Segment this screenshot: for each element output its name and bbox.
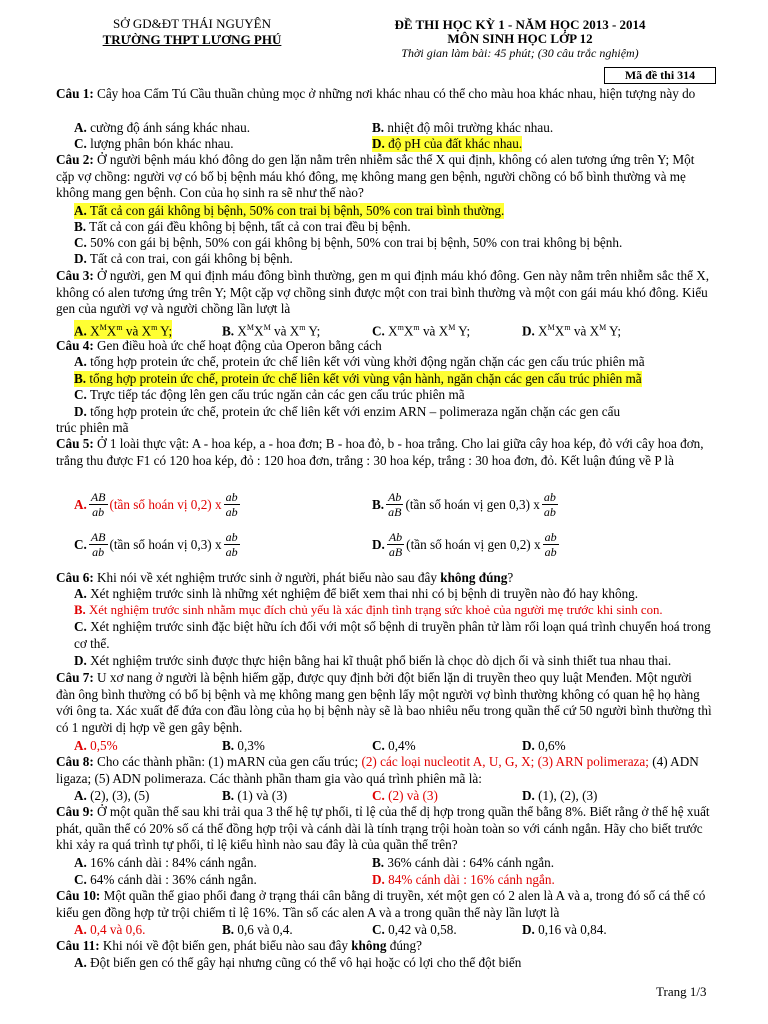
q9-option-d[interactable]: D. 84% cánh dài : 16% cánh ngắn. [372,872,555,887]
q3-option-b[interactable]: B. $X^MX^M$ và $X^m$ Y; [222,323,321,339]
q5-option-a[interactable]: A. $\frac{AB}{ab}$ (tần số hoán vị 0,2) x $\frac{ab}{ab}$ [74,490,238,519]
q6-option-a[interactable]: A. Xét nghiệm trước sinh là những xét nghiệm để biết xem thai nhi có bị bệnh di truyền nào đó hay không. [74,586,639,601]
header-left [92,16,292,48]
q10-option-a[interactable]: A. 0,4 và 0,6. [74,922,146,937]
q4-option-a[interactable]: A. tổng hợp protein ức chế, protein ức chế liên kết với vùng khởi động ngăn chặn các gen cấu trúc phiên mã [74,354,645,369]
q1-option-b[interactable]: B. nhiệt độ môi trường khác nhau. [372,120,554,135]
q1-option-a[interactable]: A. cường độ ánh sáng khác nhau. [74,120,250,135]
q3-option-a[interactable]: A. $X^MX^m$ và $X^m$ Y; [74,320,172,339]
q2-option-d[interactable]: D. Tất cả con trai, con gái không bị bệnh. [74,251,293,266]
exam-code-box: Mã đề thi 314 [604,67,716,84]
school-name: TRƯỜNG THPT LƯƠNG PHÚ [102,32,282,47]
q7-option-c[interactable]: C. 0,4% [372,738,416,753]
department-name: SỞ GD&ĐT THÁI NGUYÊN [112,16,272,31]
header-right [340,18,700,60]
q8-option-d[interactable]: D. (1), (2), (3) [522,788,598,803]
question-2: Câu 2: Ở người bệnh máu khó đông do gen lặn nằm trên nhiễm sắc thể X qui định, không có alen tương ứng trên Y; Một cặp vợ chồng: người vợ có bố bị bệnh máu khó đông, mẹ không mang gen bệnh, người chồng có bố bình thường và mẹ không mang gen bệnh. Con của họ sinh ra sẽ như thế nào? [56,152,695,201]
exam-title: ĐỀ THI HỌC KỲ 1 - NĂM HỌC 2013 - 2014 [394,17,646,32]
question-9: Câu 9: Ở một quần thể sau khi trải qua 3 thế hệ tự phối, tỉ lệ của thể dị hợp trong quần thể bằng 8%. Biết rằng ở thế hệ xuất phát, quần thể có 20% số cá thể đồng hợp trội và cánh dài là tính trạng trội hoàn toàn so với cánh ngắn. Hãy cho biết trước khi xảy ra quá trình tự phối, tỉ lệ kiểu hình nào sau đây là của quần thể trên? [56,804,710,853]
exam-time: Thời gian làm bài: 45 phút; (30 câu trắc nghiệm) [401,46,639,60]
q8-option-c[interactable]: C. (2) và (3) [372,788,438,803]
q10-option-c[interactable]: C. 0,42 và 0,58. [372,922,457,937]
question-7: Câu 7: U xơ nang ở người là bệnh hiếm gặp, được quy định bởi đột biến lặn di truyền theo quy luật Menđen. Một người đàn ông bình thường có bố bị bệnh và mẹ không mang gen bệnh lấy một người vợ bình thường không có quan hệ họ hàng với ông ta. Xác xuất để đứa con đầu lòng của họ bị bệnh này sẽ là bao nhiêu nếu trong quần thể cứ 50 người bình thường thì có 1 người dị hợp về gen gây bệnh. [56,670,712,735]
q2-option-b[interactable]: B. Tất cả con gái đều không bị bệnh, tất cả con trai đều bị bệnh. [74,219,411,234]
q5-option-d[interactable]: D. $\frac{Ab}{aB}$ (tần số hoán vị gen 0,2) x $\frac{ab}{ab}$ [372,530,557,559]
q5-option-b[interactable]: B. $\frac{Ab}{aB}$ (tần số hoán vị gen 0,3) x $\frac{ab}{ab}$ [372,490,556,519]
subject-title: MÔN SINH HỌC LỚP 12 [447,31,593,46]
page-number: Trang 1/3 [656,984,707,999]
question-text: Cây hoa Cẩm Tú Cầu thuần chủng mọc ở những nơi khác nhau có thể cho màu hoa khác nhau, hiện tượng này do [93,86,696,101]
q1-option-c[interactable]: C. lượng phân bón khác nhau. [74,136,234,151]
question-5: Câu 5: Ở 1 loài thực vật: A - hoa kép, a - hoa đơn; B - hoa đỏ, b - hoa trắng. Cho lai giữa cây hoa kép, đỏ với cây hoa đơn, trắng thu được F1 có 120 hoa kép, đỏ : 120 hoa đơn, trắng : 30 hoa kép, trắng : 30 hoa đơn, đỏ. Kết luận đúng về P là [56,436,704,468]
q1-option-d[interactable]: D. độ pH của đất khác nhau. [372,136,523,151]
q7-option-a[interactable]: A. 0,5% [74,738,118,753]
question-10: Câu 10: Một quần thể giao phối đang ở trạng thái cân bằng di truyền, xét một gen có 2 alen là A và a, trong đó số cá thể có kiểu gen đồng hợp tử trội chiếm tỉ lệ 16%. Tần số các alen A và a trong quần thể này lần lượt là [56,888,706,920]
q2-option-a[interactable]: A. Tất cả con gái không bị bệnh, 50% con trai bị bệnh, 50% con trai bình thường. [74,203,505,218]
q10-option-b[interactable]: B. 0,6 và 0,4. [222,922,293,937]
q10-option-d[interactable]: D. 0,16 và 0,84. [522,922,607,937]
q6-option-d[interactable]: D. Xét nghiệm trước sinh được thực hiện bằng hai kĩ thuật phổ biến là chọc dò dịch ối và sinh thiết tua nhau thai. [74,653,672,668]
q9-option-b[interactable]: B. 36% cánh dài : 64% cánh ngắn. [372,855,555,870]
q2-option-c[interactable]: C. 50% con gái bị bệnh, 50% con gái không bị bệnh, 50% con trai bị bệnh, 50% con trai không bị bệnh. [74,235,623,250]
question-3: Câu 3: Ở người, gen M qui định máu đông bình thường, gen m qui định máu khó đông. Gen này nằm trên nhiễm sắc thể X, không có alen tương ứng trên Y; Một cặp vợ chồng sinh được một con trai bình thường và một con gái máu khó đông. Kiểu gen của người vợ và người chồng lần lượt là [56,268,710,317]
q9-option-a[interactable]: A. 16% cánh dài : 84% cánh ngắn. [74,855,257,870]
q3-option-d[interactable]: D. $X^MX^m$ và $X^M$ Y; [522,323,622,339]
q4-option-d[interactable]: D. tổng hợp protein ức chế, protein ức chế liên kết với enzim ARN – polimeraza ngăn chặn các gen cấu [74,404,621,419]
q7-option-d[interactable]: D. 0,6% [522,738,566,753]
q9-option-c[interactable]: C. 64% cánh dài : 36% cánh ngắn. [74,872,257,887]
question-1 [56,86,712,103]
q5-option-c[interactable]: C. $\frac{AB}{ab}$ (tần số hoán vị 0,3) x $\frac{ab}{ab}$ [74,530,238,559]
question-11: Câu 11: Khi nói về đột biến gen, phát biểu nào sau đây không đúng? [56,938,422,953]
q4-option-d-cont: trúc phiên mã [56,420,129,435]
q8-option-a[interactable]: A. (2), (3), (5) [74,788,150,803]
q7-option-b[interactable]: B. 0,3% [222,738,265,753]
q6-option-b[interactable]: B. Xét nghiệm trước sinh nhằm mục đích chủ yếu là xác định tình trạng sức khoẻ của người mẹ trước khi sinh con. [74,603,663,617]
question-number: Câu 1: [56,86,94,101]
q11-option-a[interactable]: A. Đột biến gen có thể gây hại nhưng cũng có thể vô hại hoặc có lợi cho thể đột biến [74,955,522,970]
q8-option-b[interactable]: B. (1) và (3) [222,788,288,803]
q6-option-c[interactable]: C. Xét nghiệm trước sinh đặc biệt hữu ích đối với một số bệnh di truyền phân tử làm rối loạn quá trình chuyển hoá trong cơ thể. [74,619,711,651]
question-8: Câu 8: Cho các thành phần: (1) mARN của gen cấu trúc; (2) các loại nucleotit A, U, G, X; (3) ARN polimeraza; (4) ADN ligaza; (5) ADN polimeraza. Các thành phần tham gia vào quá trình phiên mã là: [56,754,699,786]
q3-option-c[interactable]: C. $X^mX^m$ và $X^M$ Y; [372,323,471,339]
question-6: Câu 6: Khi nói về xét nghiệm trước sinh ở người, phát biểu nào sau đây không đúng? [56,570,514,585]
q4-option-c[interactable]: C. Trực tiếp tác động lên gen cấu trúc ngăn cản các gen cấu trúc phiên mã [74,387,465,402]
question-4: Câu 4: Gen điều hoà ức chế hoạt động của Operon bằng cách [56,338,382,353]
q4-option-b[interactable]: B. tổng hợp protein ức chế, protein ức chế liên kết với vùng vận hành, ngăn chặn các gen cấu trúc phiên mã [74,371,642,386]
